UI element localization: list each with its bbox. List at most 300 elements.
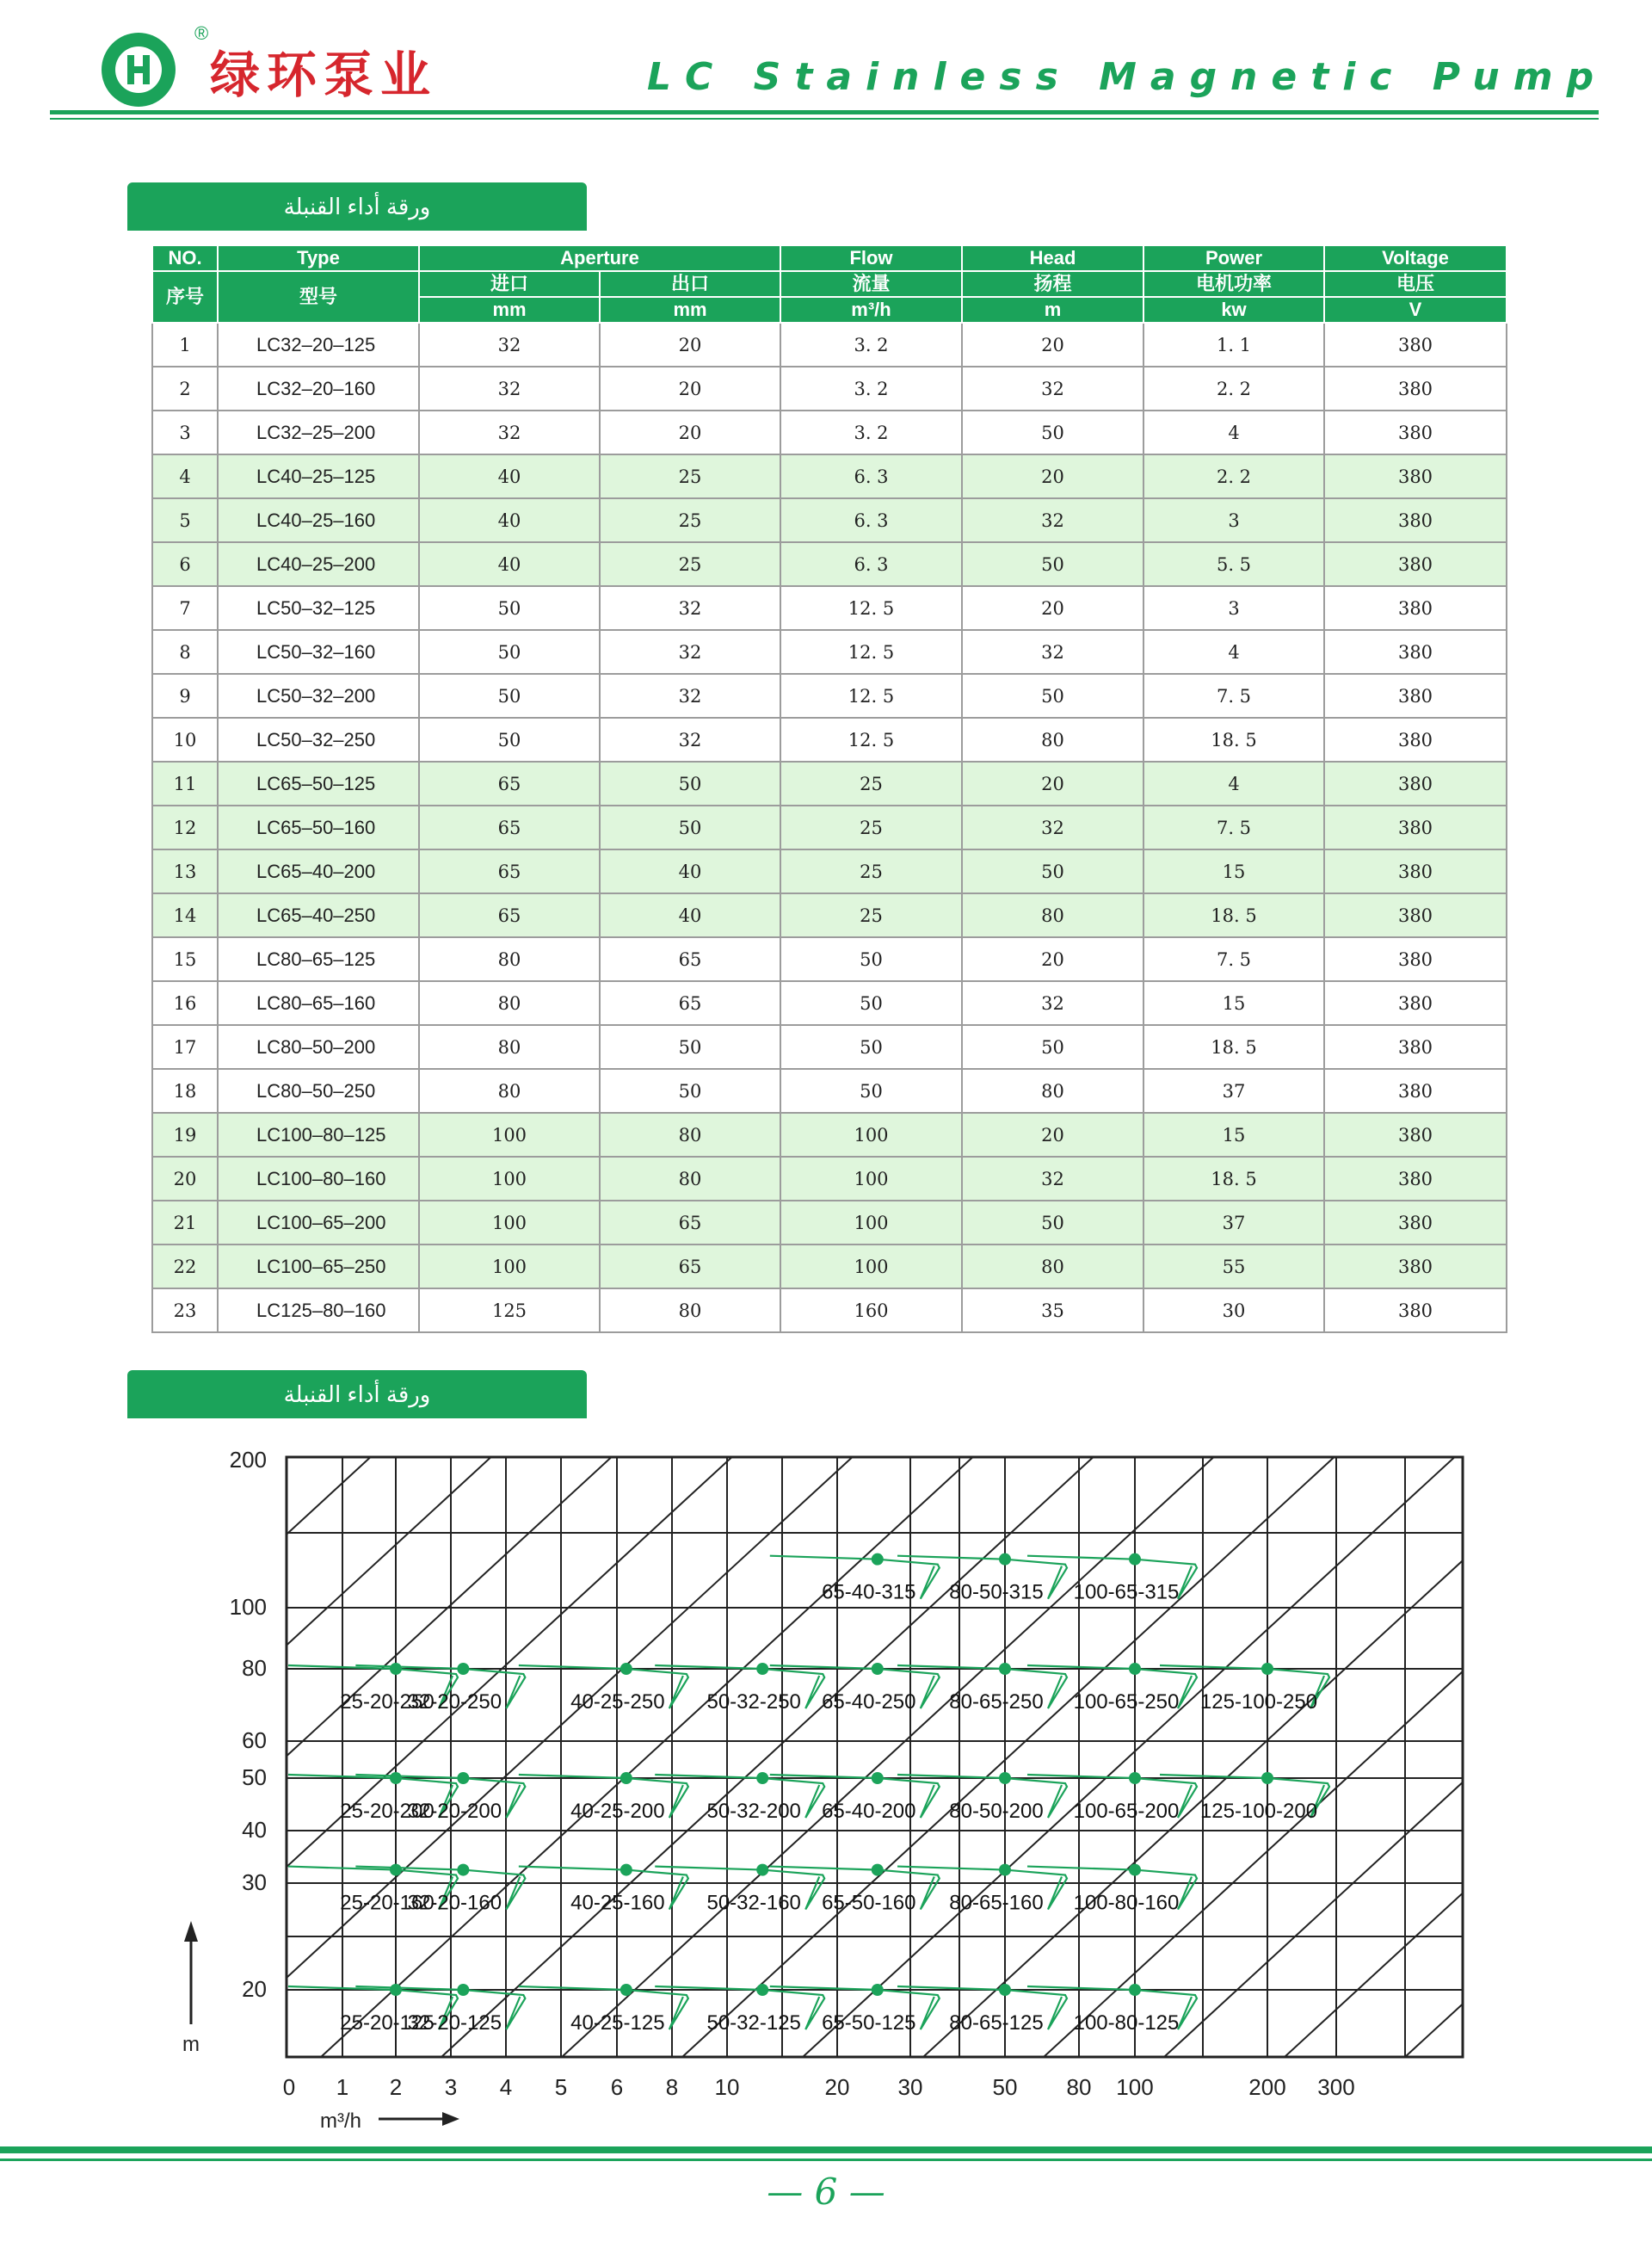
unit-head: m	[962, 297, 1143, 323]
cell-inlet: 32	[419, 411, 600, 454]
cell-type: LC80–65–160	[218, 981, 419, 1025]
point-label: 80-65-250	[949, 1690, 1044, 1714]
cell-flow: 50	[780, 1025, 962, 1069]
cell-flow: 6. 3	[780, 454, 962, 498]
cell-inlet: 80	[419, 1069, 600, 1113]
data-point	[872, 1553, 884, 1566]
registered-mark: ®	[194, 22, 209, 44]
diagonal-line	[200, 1455, 854, 2057]
header-no-cn: 序号	[152, 271, 218, 323]
data-point	[756, 1984, 768, 1996]
cell-flow: 25	[780, 806, 962, 849]
data-point	[390, 1663, 402, 1675]
data-point	[1261, 1772, 1273, 1784]
y-axis-arrowhead	[184, 1921, 198, 1942]
cell-flow: 100	[780, 1157, 962, 1201]
header-flow: Flow	[780, 245, 962, 271]
cell-power: 15	[1143, 849, 1324, 893]
cell-inlet: 100	[419, 1157, 600, 1201]
data-point	[457, 1984, 469, 1996]
cell-inlet: 50	[419, 718, 600, 762]
cell-flow: 50	[780, 937, 962, 981]
point-label: 50-32-160	[706, 1891, 801, 1915]
cell-inlet: 65	[419, 849, 600, 893]
unit-voltage: V	[1324, 297, 1507, 323]
header-type-cn: 型号	[218, 271, 419, 323]
data-point	[1129, 1984, 1141, 1996]
y-tick-label: 100	[229, 1594, 267, 1620]
point-label: 125-100-250	[1199, 1690, 1318, 1714]
cell-power: 1. 1	[1143, 323, 1324, 367]
cell-head: 50	[962, 1201, 1143, 1245]
diagonal-line	[1405, 1455, 1652, 2057]
point-label: 40-25-200	[570, 1800, 665, 1823]
x-tick-label: 20	[824, 2074, 850, 2100]
cell-outlet: 65	[600, 1201, 780, 1245]
footer-rule-thick	[0, 2146, 1652, 2153]
cell-voltage: 380	[1324, 586, 1507, 630]
cell-flow: 100	[780, 1245, 962, 1288]
cell-outlet: 50	[600, 806, 780, 849]
section-title-chart: ورقة أداء القنبلة	[127, 1370, 587, 1418]
cell-power: 15	[1143, 981, 1324, 1025]
cell-power: 2. 2	[1143, 454, 1324, 498]
cell-power: 4	[1143, 411, 1324, 454]
cell-power: 7. 5	[1143, 674, 1324, 718]
data-point	[999, 1663, 1011, 1675]
data-point	[872, 1772, 884, 1784]
cell-power: 7. 5	[1143, 937, 1324, 981]
cell-outlet: 20	[600, 367, 780, 411]
point-label: 100-65-200	[1073, 1800, 1180, 1823]
x-tick-label: 6	[610, 2074, 624, 2100]
cell-outlet: 25	[600, 454, 780, 498]
x-tick-label: 8	[665, 2074, 679, 2100]
point-label: 65-50-160	[822, 1891, 916, 1915]
cell-inlet: 100	[419, 1245, 600, 1288]
cell-power: 4	[1143, 630, 1324, 674]
point-label: 25-20-160	[340, 1891, 435, 1915]
cell-no: 17	[152, 1025, 218, 1069]
point-label: 40-25-125	[570, 2011, 665, 2035]
point-label: 80-50-200	[949, 1800, 1044, 1823]
header-flow-cn: 流量	[780, 271, 962, 297]
diagonal-line	[321, 1455, 975, 2057]
point-label: 50-32-125	[706, 2011, 801, 2035]
header-inlet-cn: 进口	[419, 271, 600, 297]
diagonal-line	[1526, 1455, 1652, 2057]
cell-voltage: 380	[1324, 674, 1507, 718]
cell-flow: 6. 3	[780, 542, 962, 586]
y-tick-label: 30	[242, 1869, 267, 1895]
point-label: 65-40-250	[822, 1690, 916, 1714]
header-head-cn: 扬程	[962, 271, 1143, 297]
x-axis-label: m³/h	[320, 2109, 361, 2133]
cell-power: 18. 5	[1143, 718, 1324, 762]
cell-no: 22	[152, 1245, 218, 1288]
cell-power: 37	[1143, 1069, 1324, 1113]
diagonal-line	[0, 1455, 252, 2057]
cell-type: LC65–50–160	[218, 806, 419, 849]
cell-no: 19	[152, 1113, 218, 1157]
section-title-table: ورقة أداء القنبلة	[127, 182, 587, 231]
cell-inlet: 40	[419, 498, 600, 542]
cell-head: 32	[962, 630, 1143, 674]
point-label: 100-65-315	[1073, 1580, 1180, 1604]
cell-no: 10	[152, 718, 218, 762]
cell-type: LC80–50–250	[218, 1069, 419, 1113]
cell-no: 15	[152, 937, 218, 981]
x-tick-label: 3	[444, 2074, 458, 2100]
x-tick-label: 5	[554, 2074, 568, 2100]
diagonal-line	[1285, 1455, 1652, 2057]
cell-inlet: 80	[419, 1025, 600, 1069]
cell-voltage: 380	[1324, 893, 1507, 937]
x-tick-label: 30	[897, 2074, 923, 2100]
cell-type: LC32–20–125	[218, 323, 419, 367]
cell-outlet: 65	[600, 1245, 780, 1288]
cell-outlet: 50	[600, 1069, 780, 1113]
cell-outlet: 32	[600, 674, 780, 718]
data-point	[756, 1864, 768, 1876]
data-point	[457, 1663, 469, 1675]
cell-no: 3	[152, 411, 218, 454]
cell-head: 35	[962, 1288, 1143, 1332]
cell-inlet: 32	[419, 323, 600, 367]
cell-voltage: 380	[1324, 1069, 1507, 1113]
data-point	[390, 1984, 402, 1996]
cell-flow: 100	[780, 1201, 962, 1245]
cell-no: 21	[152, 1201, 218, 1245]
diagonal-line	[80, 1455, 734, 2057]
cell-voltage: 380	[1324, 937, 1507, 981]
cell-voltage: 380	[1324, 630, 1507, 674]
cell-voltage: 380	[1324, 454, 1507, 498]
header-outlet-cn: 出口	[600, 271, 780, 297]
cell-head: 32	[962, 806, 1143, 849]
cell-head: 80	[962, 1069, 1143, 1113]
cell-voltage: 380	[1324, 411, 1507, 454]
cell-type: LC50–32–160	[218, 630, 419, 674]
cell-outlet: 32	[600, 586, 780, 630]
cell-no: 9	[152, 674, 218, 718]
cell-voltage: 380	[1324, 1201, 1507, 1245]
cell-inlet: 100	[419, 1201, 600, 1245]
cell-no: 7	[152, 586, 218, 630]
cell-flow: 25	[780, 849, 962, 893]
x-tick-label: 0	[282, 2074, 296, 2100]
point-label: 125-100-200	[1199, 1800, 1318, 1823]
cell-no: 6	[152, 542, 218, 586]
point-label: 65-40-200	[822, 1800, 916, 1823]
data-point	[756, 1663, 768, 1675]
header-voltage-cn: 电压	[1324, 271, 1507, 297]
header-power: Power	[1143, 245, 1324, 271]
cell-head: 32	[962, 1157, 1143, 1201]
x-tick-label: 100	[1116, 2074, 1154, 2100]
data-point	[620, 1984, 632, 1996]
point-label: 25-20-200	[340, 1800, 435, 1823]
diagonal-line	[0, 1455, 613, 2057]
point-label: 100-80-160	[1073, 1891, 1180, 1915]
point-label: 25-20-250	[340, 1690, 435, 1714]
cell-head: 20	[962, 937, 1143, 981]
cell-outlet: 50	[600, 1025, 780, 1069]
data-point	[872, 1984, 884, 1996]
cell-power: 5. 5	[1143, 542, 1324, 586]
y-tick-label: 80	[242, 1655, 267, 1681]
cell-type: LC40–25–125	[218, 454, 419, 498]
cell-no: 12	[152, 806, 218, 849]
cell-inlet: 40	[419, 542, 600, 586]
cell-head: 20	[962, 323, 1143, 367]
data-point	[620, 1663, 632, 1675]
unit-outlet: mm	[600, 297, 780, 323]
diagonal-line	[0, 1455, 373, 2057]
y-tick-label: 200	[229, 1447, 267, 1473]
cell-head: 20	[962, 1113, 1143, 1157]
data-point	[1129, 1663, 1141, 1675]
data-point	[1129, 1553, 1141, 1566]
cell-flow: 12. 5	[780, 718, 962, 762]
header-type: Type	[218, 245, 419, 271]
point-label: 50-32-200	[706, 1800, 801, 1823]
cell-head: 32	[962, 498, 1143, 542]
company-name: 绿环泵业	[210, 46, 438, 104]
diagonal-line	[1646, 1455, 1652, 2057]
x-tick-label: 2	[389, 2074, 403, 2100]
cell-no: 11	[152, 762, 218, 806]
cell-voltage: 380	[1324, 367, 1507, 411]
point-label: 32-20-200	[407, 1800, 502, 1823]
footer-rule-thin	[0, 2159, 1652, 2161]
cell-power: 7. 5	[1143, 806, 1324, 849]
cell-flow: 6. 3	[780, 498, 962, 542]
cell-outlet: 65	[600, 981, 780, 1025]
cell-no: 20	[152, 1157, 218, 1201]
data-point	[999, 1864, 1011, 1876]
cell-head: 50	[962, 542, 1143, 586]
point-label: 100-80-125	[1073, 2011, 1180, 2035]
cell-type: LC80–65–125	[218, 937, 419, 981]
cell-no: 16	[152, 981, 218, 1025]
data-point	[999, 1772, 1011, 1784]
data-point	[457, 1864, 469, 1876]
data-point	[620, 1772, 632, 1784]
data-point	[390, 1772, 402, 1784]
cell-head: 50	[962, 674, 1143, 718]
header-head: Head	[962, 245, 1143, 271]
data-point	[999, 1984, 1011, 1996]
cell-head: 80	[962, 718, 1143, 762]
point-label: 80-50-315	[949, 1580, 1044, 1604]
x-axis-arrowhead	[442, 2112, 459, 2126]
cell-voltage: 380	[1324, 498, 1507, 542]
x-tick-label: 1	[336, 2074, 349, 2100]
data-point	[457, 1772, 469, 1784]
cell-outlet: 32	[600, 718, 780, 762]
x-tick-label: 50	[992, 2074, 1018, 2100]
y-tick-label: 60	[242, 1727, 267, 1753]
unit-power: kw	[1143, 297, 1324, 323]
data-point	[620, 1864, 632, 1876]
cell-type: LC100–65–200	[218, 1201, 419, 1245]
x-tick-label: 200	[1248, 2074, 1286, 2100]
cell-voltage: 380	[1324, 806, 1507, 849]
point-label: 32-20-125	[407, 2011, 502, 2035]
cell-power: 18. 5	[1143, 1025, 1324, 1069]
cell-voltage: 380	[1324, 1157, 1507, 1201]
cell-type: LC80–50–200	[218, 1025, 419, 1069]
unit-inlet: mm	[419, 297, 600, 323]
cell-no: 5	[152, 498, 218, 542]
cell-flow: 160	[780, 1288, 962, 1332]
page-number: — 6 —	[767, 2171, 885, 2213]
cell-head: 80	[962, 893, 1143, 937]
cell-no: 14	[152, 893, 218, 937]
cell-power: 18. 5	[1143, 1157, 1324, 1201]
cell-outlet: 25	[600, 498, 780, 542]
cell-outlet: 50	[600, 762, 780, 806]
point-label: 32-20-160	[407, 1891, 502, 1915]
unit-flow: m³/h	[780, 297, 962, 323]
x-tick-label: 300	[1317, 2074, 1355, 2100]
cell-type: LC65–50–125	[218, 762, 419, 806]
cell-outlet: 80	[600, 1288, 780, 1332]
point-label: 32-20-250	[407, 1690, 502, 1714]
cell-flow: 12. 5	[780, 674, 962, 718]
cell-type: LC100–80–160	[218, 1157, 419, 1201]
cell-outlet: 25	[600, 542, 780, 586]
cell-head: 32	[962, 367, 1143, 411]
cell-head: 20	[962, 586, 1143, 630]
cell-no: 8	[152, 630, 218, 674]
cell-no: 23	[152, 1288, 218, 1332]
data-point	[872, 1663, 884, 1675]
cell-inlet: 125	[419, 1288, 600, 1332]
cell-no: 4	[152, 454, 218, 498]
cell-voltage: 380	[1324, 1288, 1507, 1332]
y-tick-label: 40	[242, 1817, 267, 1843]
cell-power: 3	[1143, 498, 1324, 542]
cell-type: LC50–32–200	[218, 674, 419, 718]
cell-flow: 50	[780, 1069, 962, 1113]
cell-type: LC40–25–200	[218, 542, 419, 586]
cell-flow: 25	[780, 762, 962, 806]
point-label: 80-65-160	[949, 1891, 1044, 1915]
cell-type: LC40–25–160	[218, 498, 419, 542]
cell-type: LC32–25–200	[218, 411, 419, 454]
diagonal-line	[682, 1455, 1336, 2057]
cell-no: 2	[152, 367, 218, 411]
cell-type: LC100–65–250	[218, 1245, 419, 1288]
cell-outlet: 80	[600, 1157, 780, 1201]
cell-power: 4	[1143, 762, 1324, 806]
cell-inlet: 50	[419, 674, 600, 718]
cell-voltage: 380	[1324, 849, 1507, 893]
cell-power: 3	[1143, 586, 1324, 630]
cell-power: 2. 2	[1143, 367, 1324, 411]
cell-head: 20	[962, 454, 1143, 498]
header-voltage: Voltage	[1324, 245, 1507, 271]
cell-voltage: 380	[1324, 323, 1507, 367]
point-label: 40-25-250	[570, 1690, 665, 1714]
point-label: 100-65-250	[1073, 1690, 1180, 1714]
cell-head: 50	[962, 849, 1143, 893]
cell-no: 1	[152, 323, 218, 367]
x-tick-label: 10	[714, 2074, 740, 2100]
cell-flow: 50	[780, 981, 962, 1025]
cell-power: 55	[1143, 1245, 1324, 1288]
cell-flow: 100	[780, 1113, 962, 1157]
cell-head: 80	[962, 1245, 1143, 1288]
diagonal-line	[562, 1455, 1216, 2057]
cell-type: LC50–32–250	[218, 718, 419, 762]
cell-flow: 25	[780, 893, 962, 937]
cell-outlet: 40	[600, 893, 780, 937]
cell-type: LC50–32–125	[218, 586, 419, 630]
cell-voltage: 380	[1324, 762, 1507, 806]
x-tick-label: 4	[499, 2074, 513, 2100]
cell-outlet: 20	[600, 323, 780, 367]
cell-power: 37	[1143, 1201, 1324, 1245]
y-tick-label: 20	[242, 1976, 267, 2002]
cell-power: 30	[1143, 1288, 1324, 1332]
data-point	[872, 1864, 884, 1876]
cell-head: 50	[962, 1025, 1143, 1069]
data-point	[390, 1864, 402, 1876]
y-tick-label: 50	[242, 1764, 267, 1790]
cell-inlet: 50	[419, 630, 600, 674]
diagonal-line	[923, 1455, 1577, 2057]
cell-outlet: 20	[600, 411, 780, 454]
diagonal-line	[803, 1455, 1457, 2057]
cell-voltage: 380	[1324, 1245, 1507, 1288]
cell-type: LC65–40–250	[218, 893, 419, 937]
data-point	[1261, 1663, 1273, 1675]
cell-flow: 12. 5	[780, 586, 962, 630]
cell-inlet: 80	[419, 937, 600, 981]
point-label: 50-32-250	[706, 1690, 801, 1714]
cell-inlet: 50	[419, 586, 600, 630]
point-label: 65-40-315	[822, 1580, 916, 1604]
cell-voltage: 380	[1324, 1025, 1507, 1069]
cell-outlet: 32	[600, 630, 780, 674]
cell-type: LC100–80–125	[218, 1113, 419, 1157]
x-tick-label: 80	[1066, 2074, 1092, 2100]
header-power-cn: 电机功率	[1143, 271, 1324, 297]
page-tagline: LC Stainless Magnetic Pump	[647, 55, 1608, 99]
cell-voltage: 380	[1324, 981, 1507, 1025]
cell-head: 32	[962, 981, 1143, 1025]
header-no: NO.	[152, 245, 218, 271]
point-label: 25-20-125	[340, 2011, 435, 2035]
cell-head: 50	[962, 411, 1143, 454]
data-point	[999, 1553, 1011, 1566]
point-label: 80-65-125	[949, 2011, 1044, 2035]
cell-inlet: 65	[419, 893, 600, 937]
y-axis-label: m	[182, 2033, 200, 2056]
cell-inlet: 32	[419, 367, 600, 411]
data-point	[756, 1772, 768, 1784]
point-label: 65-50-125	[822, 2011, 916, 2035]
cell-outlet: 40	[600, 849, 780, 893]
point-label: 40-25-160	[570, 1891, 665, 1915]
data-point	[1129, 1864, 1141, 1876]
cell-inlet: 100	[419, 1113, 600, 1157]
cell-flow: 3. 2	[780, 411, 962, 454]
cell-voltage: 380	[1324, 542, 1507, 586]
